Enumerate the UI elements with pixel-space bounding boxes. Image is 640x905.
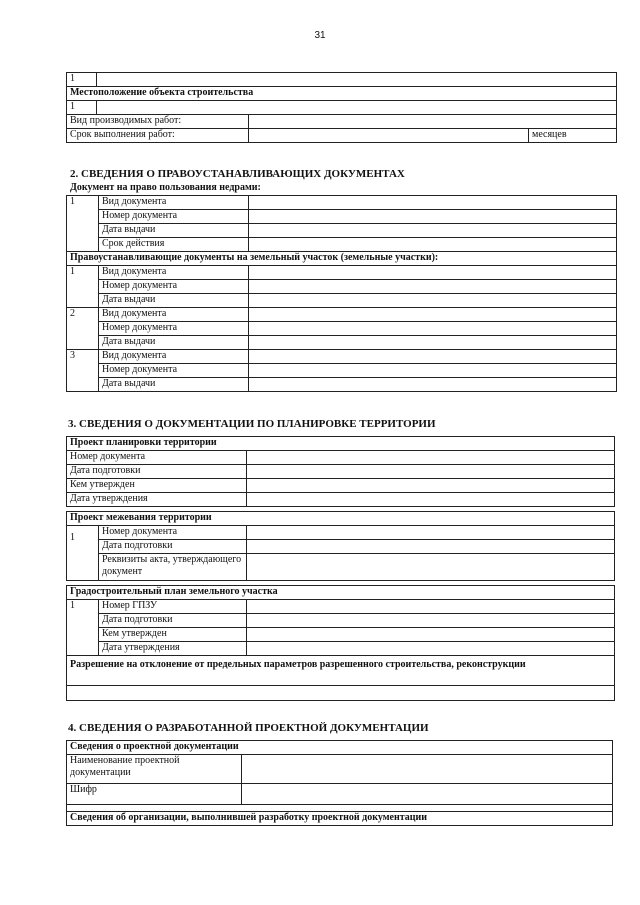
page-number: 31 (314, 30, 326, 41)
issue-date-field[interactable] (249, 294, 617, 308)
row-number: 2 (67, 308, 99, 350)
project-doc-label: Сведения о проектной документации (67, 741, 613, 755)
doc-number-field[interactable] (249, 210, 617, 224)
approved-by-label: Кем утвержден (99, 628, 247, 642)
prep-date-field[interactable] (247, 614, 615, 628)
row-number: 1 (67, 526, 99, 581)
doc-number-label: Номер документа (99, 364, 249, 378)
gpzu-label: Градостроительный план земельного участка (67, 586, 615, 600)
prep-date-field[interactable] (247, 465, 615, 479)
validity-label: Срок действия (99, 238, 249, 252)
doc-name-field[interactable] (242, 755, 613, 784)
location-value-field[interactable] (97, 101, 617, 115)
doc-type-label: Вид документа (99, 266, 249, 280)
code-label: Шифр (67, 784, 242, 805)
prep-date-label: Дата подготовки (99, 540, 247, 554)
doc-number-field[interactable] (249, 364, 617, 378)
doc-number-label: Номер документа (67, 451, 247, 465)
doc-number-label: Номер документа (99, 210, 249, 224)
issue-date-field[interactable] (249, 336, 617, 350)
subsoil-doc-table (66, 195, 617, 392)
doc-number-field[interactable] (247, 526, 615, 540)
planning-project-label: Проект планировки территории (67, 437, 615, 451)
row-number: 1 (67, 73, 97, 87)
planning-table (66, 436, 615, 701)
approved-by-field[interactable] (247, 479, 615, 493)
location-title: Местоположение объекта строительства (67, 87, 617, 101)
doc-number-field[interactable] (249, 280, 617, 294)
row-number: 1 (67, 196, 99, 252)
approved-by-label: Кем утвержден (67, 479, 247, 493)
doc-number-field[interactable] (249, 322, 617, 336)
issue-date-label: Дата выдачи (99, 224, 249, 238)
doc-number-label: Номер документа (99, 526, 247, 540)
issue-date-label: Дата выдачи (99, 336, 249, 350)
row-number: 1 (67, 266, 99, 308)
months-unit: месяцев (529, 129, 617, 143)
approval-date-field[interactable] (247, 493, 615, 507)
doc-number-field[interactable] (247, 451, 615, 465)
project-doc-table (66, 740, 613, 826)
doc-type-label: Вид документа (99, 196, 249, 210)
row-number: 1 (67, 101, 97, 115)
section3-title: 3. СВЕДЕНИЯ О ДОКУМЕНТАЦИИ ПО ПЛАНИРОВКЕ ТЕРРИТОРИИ (68, 418, 436, 430)
approval-date-field[interactable] (247, 642, 615, 656)
issue-date-field[interactable] (249, 224, 617, 238)
deviation-permit-field[interactable] (67, 686, 615, 701)
row-number: 3 (67, 350, 99, 392)
prep-date-field[interactable] (247, 540, 615, 554)
issue-date-label: Дата выдачи (99, 294, 249, 308)
doc-name-label: Наименование проектной документации (67, 755, 242, 784)
prep-date-label: Дата подготовки (99, 614, 247, 628)
land-docs-label: Правоустанавливающие документы на земельный участок (земельные участки): (67, 252, 617, 266)
section2-title: 2. СВЕДЕНИЯ О ПРАВОУСТАНАВЛИВАЮЩИХ ДОКУМЕНТАХ (70, 168, 405, 180)
doc-type-label: Вид документа (99, 350, 249, 364)
doc-number-label: Номер документа (99, 280, 249, 294)
deviation-permit-label: Разрешение на отклонение от предельных параметров разрешенного строительства, реконструкции (67, 656, 615, 686)
section4-title: 4. СВЕДЕНИЯ О РАЗРАБОТАННОЙ ПРОЕКТНОЙ ДОКУМЕНТАЦИИ (68, 722, 429, 734)
row-number: 1 (67, 600, 99, 656)
gpzu-number-label: Номер ГПЗУ (99, 600, 247, 614)
spacer (67, 805, 613, 812)
approved-by-field[interactable] (247, 628, 615, 642)
doc-number-label: Номер документа (99, 322, 249, 336)
survey-project-label: Проект межевания территории (67, 512, 615, 526)
doc-type-field[interactable] (249, 350, 617, 364)
validity-field[interactable] (249, 238, 617, 252)
doc-type-label: Вид документа (99, 308, 249, 322)
doc-type-field[interactable] (249, 308, 617, 322)
approval-date-label: Дата утверждения (99, 642, 247, 656)
gpzu-number-field[interactable] (247, 600, 615, 614)
work-period-field[interactable] (249, 129, 529, 143)
location-table (66, 72, 617, 143)
doc-type-field[interactable] (249, 266, 617, 280)
doc-type-field[interactable] (249, 196, 617, 210)
issue-date-label: Дата выдачи (99, 378, 249, 392)
code-field[interactable] (242, 784, 613, 805)
prep-date-label: Дата подготовки (67, 465, 247, 479)
work-type-field[interactable] (249, 115, 617, 129)
work-period-label: Срок выполнения работ: (67, 129, 249, 143)
subsoil-doc-label: Документ на право пользования недрами: (70, 182, 261, 193)
work-type-label: Вид производимых работ: (67, 115, 249, 129)
location-blank-top[interactable] (97, 73, 617, 87)
act-details-field[interactable] (247, 554, 615, 581)
act-details-label: Реквизиты акта, утверждающего документ (99, 554, 247, 581)
org-info-label: Сведения об организации, выполнившей разработку проектной документации (67, 812, 613, 826)
issue-date-field[interactable] (249, 378, 617, 392)
approval-date-label: Дата утверждения (67, 493, 247, 507)
